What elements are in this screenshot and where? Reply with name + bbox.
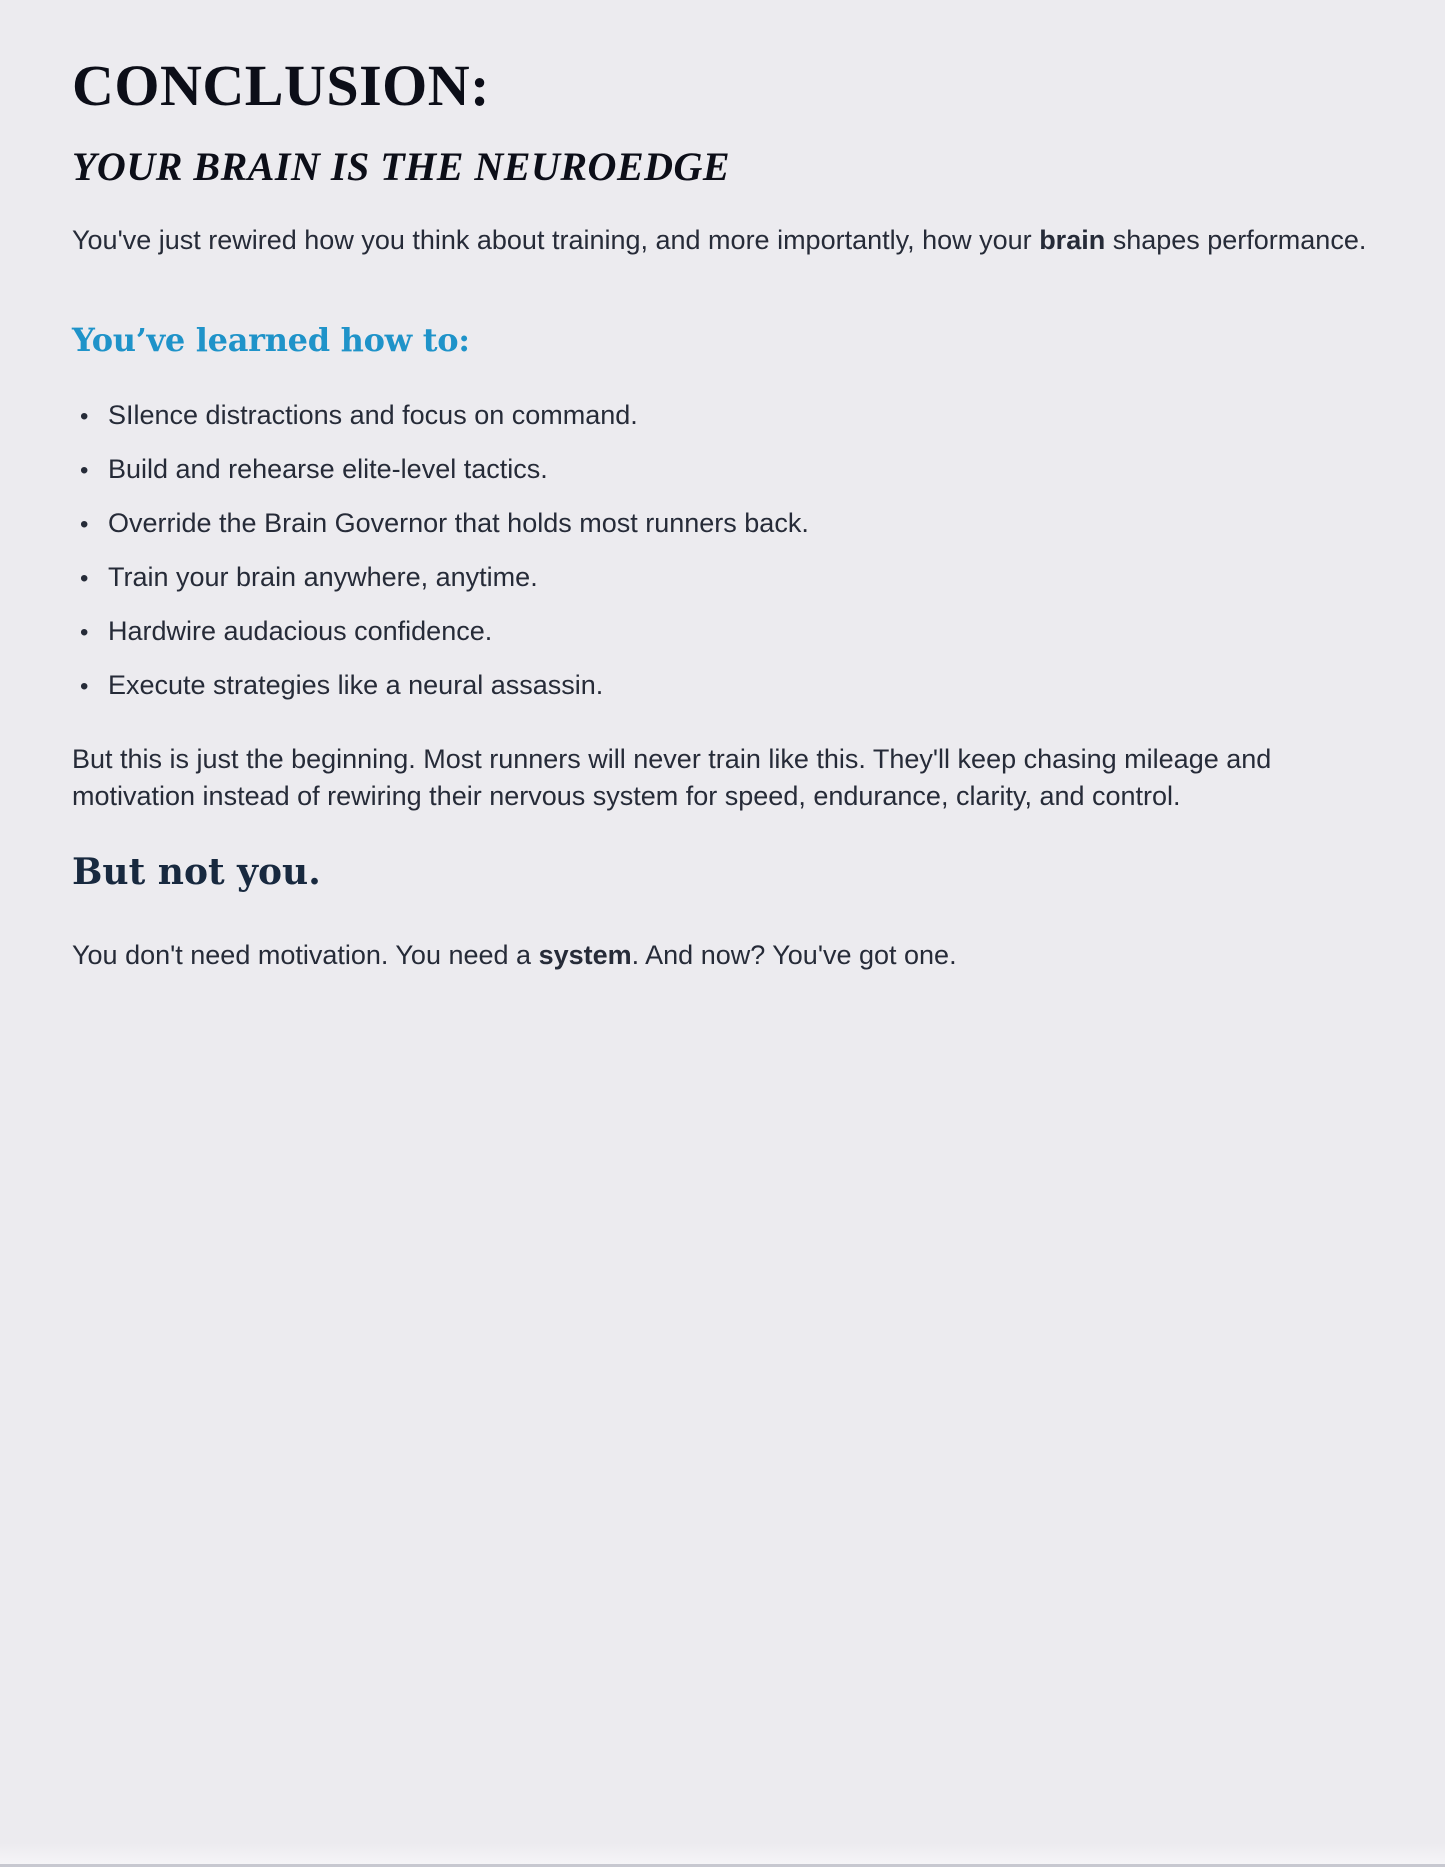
page-title: CONCLUSION: — [72, 53, 490, 118]
closing-bold-word: system — [538, 939, 632, 970]
bullet-text: Override the Brain Governor that holds most runners back. — [108, 507, 809, 538]
page-subtitle: YOUR BRAIN IS THE NEUROEDGE — [72, 143, 731, 189]
learned-heading: You’ve learned how to: — [72, 320, 470, 359]
intro-bold-word: brain — [1039, 224, 1106, 255]
closing-text-post: . And now? You've got one. — [631, 939, 957, 970]
closing-text-pre: You don't need motivation. You need a — [72, 939, 539, 970]
bullet-text: Build and rehearse elite-level tactics. — [108, 453, 548, 484]
list-item — [72, 613, 1373, 651]
list-item — [72, 505, 1373, 543]
page-bottom-edge — [0, 1843, 1445, 1867]
bullet-text: SIlence distractions and focus on command. — [108, 399, 638, 430]
list-item — [72, 451, 1373, 489]
bullet-icon: • — [80, 510, 89, 538]
bullet-text: Train your brain anywhere, anytime. — [108, 561, 538, 592]
list-item — [72, 667, 1373, 705]
intro-text-post: shapes performance. — [1105, 224, 1367, 255]
bullet-icon: • — [80, 456, 89, 484]
bullet-icon: • — [80, 402, 89, 430]
closing-paragraph — [72, 937, 1373, 974]
intro-paragraph — [72, 222, 1373, 259]
bullet-list — [72, 397, 1373, 705]
bullet-text: Execute strategies like a neural assassin. — [108, 669, 604, 700]
bullet-icon: • — [80, 564, 89, 592]
bullet-icon: • — [80, 618, 89, 646]
intro-text-pre: You've just rewired how you think about training, and more importantly, how your — [72, 224, 1040, 255]
list-item — [72, 397, 1373, 435]
list-item — [72, 559, 1373, 597]
bullet-icon: • — [80, 672, 89, 700]
but-not-you-heading: But not you. — [72, 850, 321, 893]
bullet-text: Hardwire audacious confidence. — [108, 615, 493, 646]
middle-paragraph: But this is just the beginning. Most runners will never train like this. They'll keep chasing mileage and motivation instead of rewiring their nervous system for speed, endurance, clarity, and control. — [72, 743, 1272, 811]
